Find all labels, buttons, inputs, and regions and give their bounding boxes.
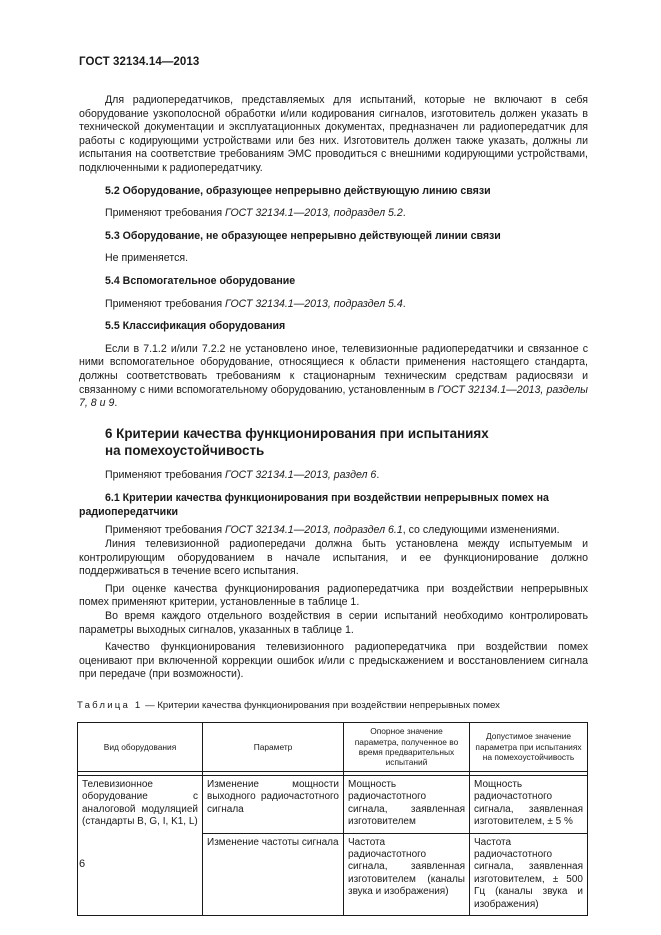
standard-reference: ГОСТ 32134.1—2013, подраздел 5.4	[225, 297, 403, 310]
document-body	[79, 94, 588, 916]
section-5-5-heading: 5.5 Классификация оборудования	[105, 320, 286, 333]
equipment-cell: Телевизионное оборудование с аналоговой модуляцией (стандарты B, G, I, K1, L)	[78, 776, 203, 916]
section-5-3-heading: 5.3 Оборудование, не образующее непрерывно действующей линии связи	[105, 229, 501, 242]
allowed-value-cell: Мощность радиочастотного сигнала, заявленная изготовителем, ± 5 %	[470, 776, 588, 834]
section-5-4-heading: 5.4 Вспомогательное оборудование	[105, 274, 296, 287]
chapter-6-heading: 6 Критерии качества функционирования при испытаниях на помехоустойчивость	[105, 425, 489, 458]
section-6-1-paragraph-4: Во время каждого отдельного воздействия в серии испытаний необходимо контролировать параметры выходных сигналов, указанных в таблице 1.	[79, 610, 588, 636]
table-1	[77, 722, 588, 916]
table-row	[78, 776, 588, 834]
allowed-value-cell: Частота радиочастотного сигнала, заявленная изготовителем, ± 500 Гц (каналы звука и изображения)	[470, 833, 588, 915]
reference-value-cell: Мощность радиочастотного сигнала, заявленная изготовителем	[344, 776, 470, 834]
standard-reference: ГОСТ 32134.1—2013, разделы 7, 8 и 9	[79, 383, 588, 410]
table-1-caption: Таблица 1 — Критерии качества функционирования при воздействии непрерывных помех	[77, 700, 500, 711]
intro-paragraph: Для радиопередатчиков, представляемых для испытаний, которые не включают в себя оборудование узкополосной обработки и/или кодирования сигналов, изготовитель должен указать в технической документации и эксплуатационных документах, предназначен ли радиопередатчик для работы с кодирующими устройствами или без них. Изготовитель должен также указать, должны ли испытания на соответствие требованиям ЭМС проводиться с внешними кодирующими устройствами, подключенными к радиопередатчику.	[79, 94, 588, 174]
section-5-5-text: Если в 7.1.2 и/или 7.2.2 не установлено иное, телевизионные радиопередатчики и связанное с ними вспомогательное оборудование, относящиеся к области применения настоящего стандарта, должны соответствовать требованиям к стационарным техническим средствам радиосвязи и связанному с ними вспомогательному оборудованию, установленным в ГОСТ 32134.1—2013, разделы 7, 8 и 9.	[79, 342, 588, 410]
page-header: ГОСТ 32134.14—2013	[79, 56, 200, 68]
section-5-2-heading: 5.2 Оборудование, образующее непрерывно действующую линию связи	[105, 184, 491, 197]
page-number: 6	[79, 858, 86, 870]
chapter-6-text: Применяют требования ГОСТ 32134.1—2013, раздел 6.	[105, 468, 380, 481]
section-6-1-paragraph-3: При оценке качества функционирования радиопередатчика при воздействии непрерывных помех применяют критерии, установленные в таблице 1.	[79, 582, 588, 609]
section-6-1-heading: 6.1 Критерии качества функционирования при воздействии непрерывных помех на радиопередатчики	[79, 492, 549, 518]
header-reference-value: Опорное значение параметра, полученное во время предварительных испытаний	[344, 723, 470, 772]
parameter-cell: Изменение частоты сигнала	[203, 833, 344, 915]
section-5-4-text: Применяют требования ГОСТ 32134.1—2013, подраздел 5.4.	[105, 297, 406, 310]
header-equipment-type: Вид оборудования	[78, 723, 203, 772]
section-6-1-paragraph-1: Применяют требования ГОСТ 32134.1—2013, подраздел 6.1, со следующими изменениями.	[105, 524, 560, 537]
section-5-2-text: Применяют требования ГОСТ 32134.1—2013, подраздел 5.2.	[105, 207, 406, 220]
table-header-row	[78, 723, 588, 772]
standard-reference: ГОСТ 32134.1—2013, подраздел 6.1	[225, 524, 403, 537]
standard-reference: ГОСТ 32134.1—2013, раздел 6	[225, 468, 377, 481]
header-parameter: Параметр	[203, 723, 344, 772]
section-6-1-paragraph-5: Качество функционирования телевизионного радиопередатчика при воздействии помех оценивают при включенной коррекции ошибок и/или с предыскажением и восстановлением сигнала при передаче (при возможности).	[79, 641, 588, 681]
header-allowed-value: Допустимое значение параметра при испытаниях на помехоустойчивость	[470, 723, 588, 772]
section-6-1-paragraph-2: Линия телевизионной радиопередачи должна быть установлена между испытуемым и контролирующим оборудованием в начале испытания, и ее функционирование должно поддерживаться в течение всего испытания.	[79, 538, 588, 578]
standard-reference: ГОСТ 32134.1—2013, подраздел 5.2	[225, 207, 403, 220]
parameter-cell: Изменение мощности выходного радиочастотного сигнала	[203, 776, 344, 834]
reference-value-cell: Частота радиочастотного сигнала, заявленная изготовителем (каналы звука и изображения)	[344, 833, 470, 915]
section-5-3-text: Не применяется.	[105, 252, 189, 265]
